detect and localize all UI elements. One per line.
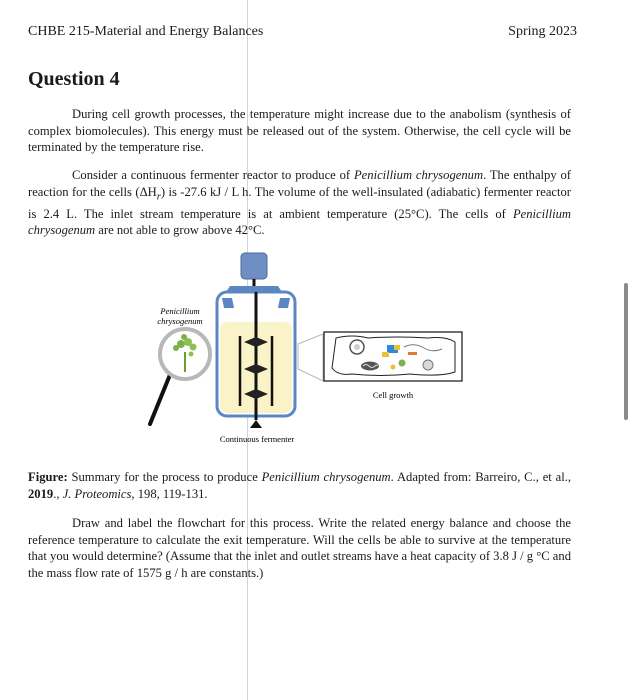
term-label: Spring 2023 [508, 24, 577, 39]
paragraph-intro: During cell growth processes, the temperature might increase due to the anabolism (synthesis of complex biomolecules). This energy must be released out of the system. Otherwise, the cell cycle will be terminated by the temperature rise. [28, 107, 571, 155]
organism-label: chrysogenum [157, 316, 203, 326]
organism-name: Penicillium chrysogenum [28, 206, 571, 238]
organism-name: Penicillium chrysogenum [353, 168, 484, 182]
cell-growth-icon [324, 332, 462, 381]
scrollbar-thumb[interactable] [624, 283, 628, 420]
fermenter-icon [217, 253, 295, 428]
organism-label: Penicillium [160, 306, 200, 316]
page-header [28, 24, 577, 40]
process-figure [140, 244, 470, 456]
cell-growth-label: Cell growth [372, 390, 414, 400]
paragraph-problem: Consider a continuous fermenter reactor to produce of Penicillium chrysogenum. The enthalpy of reaction for the cells $(\Delta H_r)$ is -27.6 kJ / L h. The volume of the well-insulated (adiabatic) fermenter reactor is 2.4 L. The inlet stream temperature is at ambient temperature (25°C). The cells of Penicillium chrysogenum are not able to grow above 42°C. [28, 168, 572, 238]
fermenter-label: Continuous fermenter [219, 434, 295, 444]
figure-caption: Figure: Summary for the process to produce Penicillium chrysogenum. Adapted from: Barreiro, C., et al., 2019., J. Proteomics, 198, 119-131. [28, 470, 571, 501]
question-title: Question 4 [28, 68, 120, 90]
process-diagram [140, 244, 470, 456]
paragraph-task: Draw and label the flowchart for this process. Write the related energy balance and choose the reference temperature to calculate the exit temperature. Will the cells be able to survive at the temperature that you would determine? (Assume that the inlet and outlet streams have a heat capacity of 3.8 J / g °C and the mass flow rate of 1575 g / h are constants.) [28, 516, 571, 580]
course-title: CHBE 215-Material and Energy Balances [28, 24, 264, 39]
